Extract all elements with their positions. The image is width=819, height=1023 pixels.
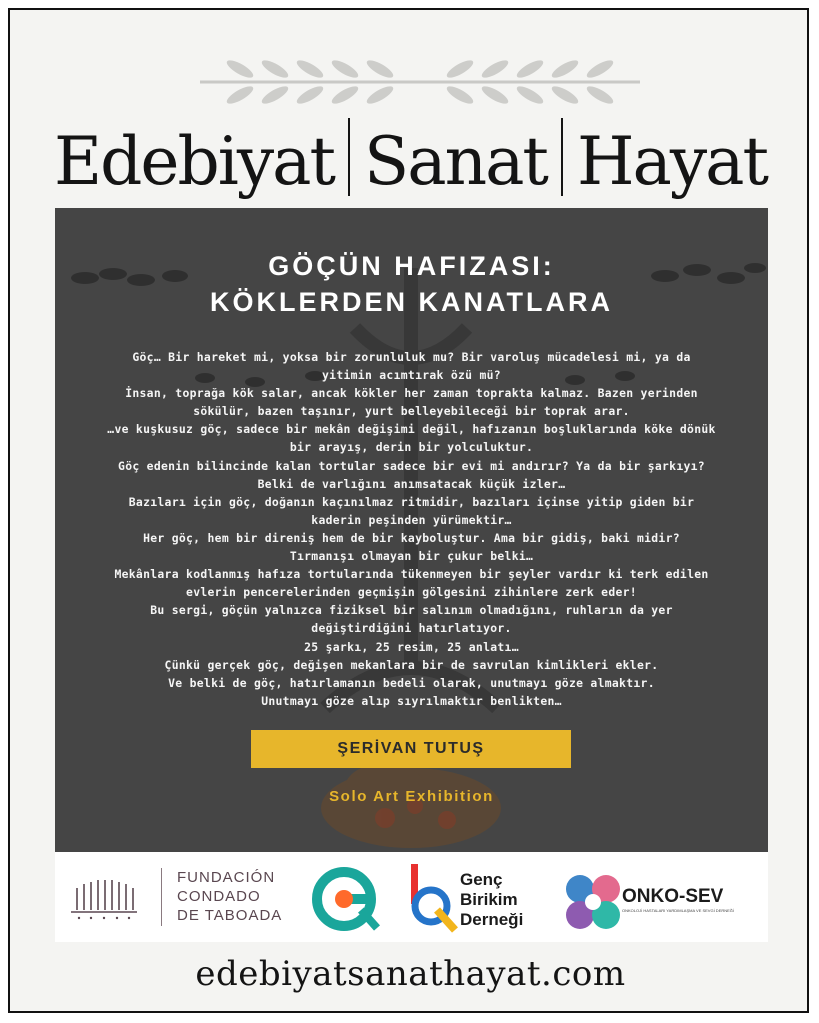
genc-birikim-logo-text bbox=[460, 870, 523, 930]
onko-sev-logo-icon bbox=[563, 872, 623, 932]
description-line: Her göç, hem bir direniş hem de bir kayboluştur. Ama bir gidiş, baki midir? bbox=[143, 530, 680, 545]
fundacion-line: CONDADO bbox=[177, 888, 261, 905]
description-line: İnsan, toprağa kök salar, ancak kökler her zaman toprakta kalmaz. Bazen yerinden sökülür, bazen taşınır, yurt belleyebileceği bir toprak arar. bbox=[125, 386, 698, 419]
description-line: Ve belki de göç, hatırlamanın bedeli olarak, unutmayı göze almaktır. bbox=[168, 675, 655, 690]
colonnade-icon bbox=[69, 874, 139, 924]
exhibition-subtitle: Solo Art Exhibition bbox=[329, 788, 494, 805]
title-separator bbox=[348, 118, 350, 196]
exhibition-panel bbox=[55, 208, 768, 852]
title-part-hayat: Hayat bbox=[576, 123, 768, 200]
description-line: 25 şarkı, 25 resim, 25 anlatı… bbox=[304, 639, 519, 654]
title-separator bbox=[561, 118, 563, 196]
exhibition-heading bbox=[55, 248, 768, 320]
fundacion-condado-de-taboada-logo bbox=[69, 868, 309, 928]
heading-line-2: KÖKLERDEN KANATLARA bbox=[210, 287, 613, 317]
description-line: Bu sergi, göçün yalnızca fiziksel bir salınım olmadığını, ruhların da yer değiştirdiğini hatırlatıyor. bbox=[150, 603, 673, 636]
title-part-edebiyat: Edebiyat bbox=[53, 123, 334, 200]
description-line: Göç edenin bilincinde kalan tortular sadece bir evi mi andırır? Ya da bir şarkıyı? Belki de varlığını anımsatacak küçük izler… bbox=[118, 458, 705, 491]
description-line: Göç… Bir hareket mi, yoksa bir zorunluluk mu? Bir varoluş mücadelesi mi, ya da yitimin acımtırak özü mü? bbox=[132, 350, 691, 383]
gbd-line: Birikim bbox=[460, 890, 518, 909]
logo-divider bbox=[161, 868, 162, 926]
description-line: Çünkü gerçek göç, değişen mekanlara bir de savrulan kimlikleri ekler. bbox=[164, 657, 659, 672]
g-circle-logo-icon bbox=[311, 866, 383, 932]
website-url[interactable]: edebiyatsanathayat.com bbox=[195, 954, 626, 994]
artist-name-banner: ŞERİVAN TUTUŞ bbox=[251, 730, 571, 768]
site-title bbox=[10, 118, 811, 202]
description-line: Mekânlara kodlanmış hafıza tortularında tükenmeyen bir şeyler vardır ki terk edilen evlerin pencerelerinden geçmişin gölgesini zihinlere zerk eder! bbox=[114, 567, 709, 600]
description-line: Bazıları için göç, doğanın kaçınılmaz ritmidir, bazıları içinse yitip giden bir kaderin peşinden yürümektir… bbox=[128, 494, 695, 527]
description-line: Unutmayı göze alıp sıyrılmaktır benlikten… bbox=[261, 693, 562, 708]
heading-line-1: GÖÇÜN HAFIZASI: bbox=[268, 251, 555, 281]
laurel-branch-icon bbox=[200, 54, 640, 110]
title-part-sanat: Sanat bbox=[364, 123, 547, 200]
poster-frame bbox=[8, 8, 809, 1013]
description-line: Tırmanışı olmayan bir çukur belki… bbox=[289, 549, 534, 564]
fundacion-logo-text bbox=[177, 868, 282, 925]
exhibition-description bbox=[105, 348, 718, 710]
onko-sev-subtitle: ONKOLOJİ HASTALARI YARDIMLAŞMA VE SEVGİ DERNEĞİ bbox=[622, 908, 735, 913]
sponsor-logos-bar bbox=[55, 852, 768, 942]
gbd-line: Genç bbox=[460, 870, 503, 889]
gbd-line: Derneği bbox=[460, 910, 524, 929]
description-line: …ve kuşkusuz göç, sadece bir mekân değişimi değil, hafızanın boşluklarında köke dönük bir arayış, derin bir yolculuktur. bbox=[107, 422, 716, 455]
fundacion-line: FUNDACIÓN bbox=[177, 869, 276, 886]
onko-sev-logo-text: ONKO-SEV bbox=[622, 886, 724, 907]
genc-birikim-logo-icon bbox=[407, 862, 461, 934]
fundacion-line: DE TABOADA bbox=[177, 907, 283, 924]
